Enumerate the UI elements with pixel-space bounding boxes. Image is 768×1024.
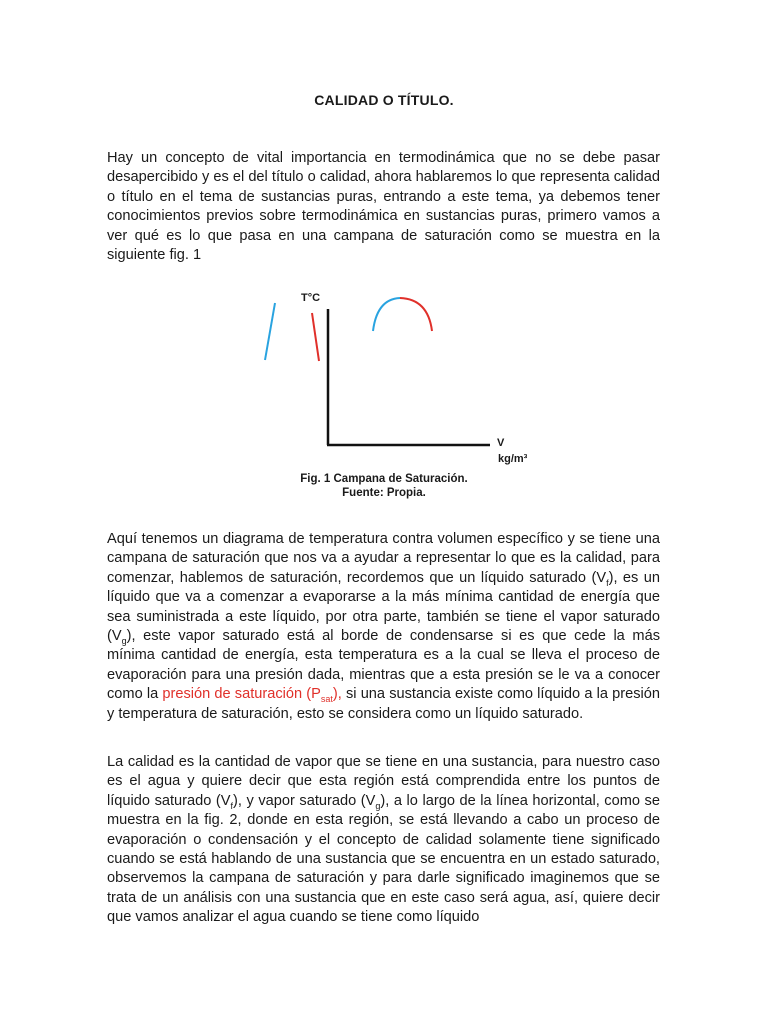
p2-text-4: si una sustancia existe como líquido a la presión y temperatura de saturación, esto se considera como un líquido saturado.	[107, 686, 660, 722]
y-axis-label: T°C	[301, 292, 321, 304]
red-term-close: ),	[332, 686, 342, 703]
paragraph-quality	[107, 753, 660, 928]
x-axis-unit: kg/m³	[498, 453, 528, 465]
p2-text-2: ), es un líquido que va a comenzar a evaporarse a la más mínima cantidad de energía que sea suministrada a este líquido, por otra parte, también se tiene el vapor saturado (V	[107, 569, 660, 645]
saturation-pressure-term	[162, 686, 342, 705]
red-slanted-line	[312, 313, 319, 361]
p2-sub-g: g	[121, 635, 127, 646]
dome-red-arc	[400, 298, 432, 331]
figure-caption: Fig. 1 Campana de Saturación.	[300, 473, 468, 485]
p2-text-1: Aquí tenemos un diagrama de temperatura contra volumen específico y se tiene una campana de saturación que nos va a ayudar a representar lo que es la calidad, para comenzar, hablemos de saturación, recordemos que un líquido saturado (V	[107, 531, 660, 586]
p3-text-3: ), a lo largo de la línea horizontal, como se muestra en la fig. 2, donde en esta región, se está llevando a cabo un proceso de evaporación o condensación y el concepto de calidad solamente tiene significado cuando se está hablando de una sustancia que se encuentra en un estado saturado, observemos la campana de saturación y para darle significado imaginemos que se trata de un análisis con una sustancia que en este caso será agua, así, quiere decir que vamos analizar el agua cuando se tiene como líquido	[107, 792, 660, 926]
p2-text-3: ), este vapor saturado está al borde de condensarse si es que cede la más mínima cantidad de energía, esta temperatura es a la cual se lleva el proceso de evaporación para una presión dada, mientras que a esta presión se le va a conocer como la	[107, 628, 660, 703]
blue-slanted-line	[265, 303, 275, 360]
p3-text-2: ), y vapor saturado (V	[233, 792, 376, 809]
figure-source: Fuente: Propia.	[342, 487, 426, 499]
x-axis-label: V	[497, 437, 505, 449]
p3-text-1: La calidad es la cantidad de vapor que se tiene en una sustancia, para nuestro caso es el agua y quiere decir que esta región está comprendida entre los puntos de líquido saturado (V	[107, 754, 660, 809]
paragraph-saturation	[107, 530, 660, 724]
red-term-sub: sat	[320, 694, 333, 705]
p3-sub-g: g	[375, 800, 381, 811]
saturation-diagram	[250, 282, 550, 472]
p2-sub-f: f	[606, 577, 609, 588]
paragraph-intro: Hay un concepto de vital importancia en termodinámica que no se debe pasar desapercibido y es el del título o calidad, ahora hablaremos lo que representa calidad o título en el tema de sustancias puras, entrando a este tema, ya debemos tener conocimientos previos sobre termodinámica en sustancias puras, primero vamos a ver qué es lo que pasa en una campana de saturación como se muestra en la siguiente fig. 1	[107, 150, 660, 264]
page-title: CALIDAD O TÍTULO.	[314, 92, 454, 108]
red-term-text: presión de saturación (P	[162, 686, 321, 703]
p3-sub-f: f	[230, 800, 234, 811]
saturation-figure	[250, 282, 550, 472]
dome-blue-arc	[373, 298, 400, 331]
